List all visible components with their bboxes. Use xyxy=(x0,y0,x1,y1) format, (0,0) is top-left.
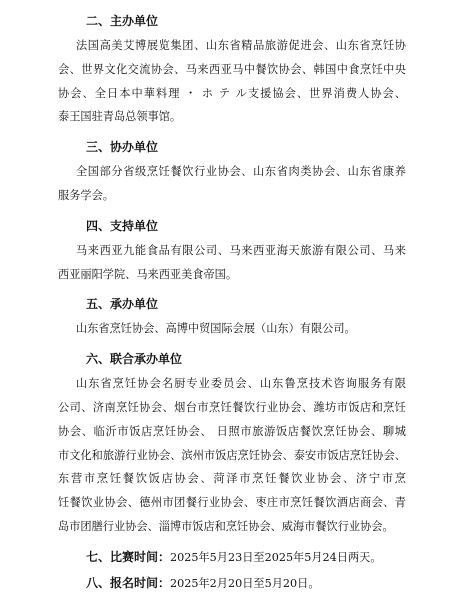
paragraph-line: 山东省烹饪协会名厨专业委员会、山东鲁烹技术咨询服务有限 xyxy=(76,377,406,391)
section-heading-undertaker: 五、承办单位 xyxy=(86,297,159,312)
paragraph-line: 山东省烹饪协会、高博中贸国际会展（山东）有限公司。 xyxy=(76,322,356,336)
paragraph-line: 岛市团膳行业协会、淄博市饭店和烹饪协会、威海市餐饮行业协会。 xyxy=(58,519,394,533)
paragraph-line: 公司、济南烹饪协会、烟台市烹饪餐饮行业协会、潍坊市饭店和烹饪 xyxy=(58,400,406,414)
undertaker-paragraph xyxy=(58,317,406,341)
registration-time-value: 2025年2月20日至5月20日。 xyxy=(170,576,320,590)
paragraph-line: 服务学会。 xyxy=(58,188,114,202)
co-organizer-paragraph xyxy=(58,160,406,208)
paragraph-line: 马来西亚九能食品有限公司、马来西亚海天旅游有限公司、马来 xyxy=(76,243,406,257)
registration-time-row xyxy=(58,570,406,596)
paragraph-line: 市文化和旅游行业协会、滨州市饭店烹饪协会、泰安市饭店烹饪协会、 xyxy=(58,448,406,462)
paragraph-line: 协会、临沂市饭店烹饪协会、 日照市旅游饭店餐饮烹饪协会、聊城 xyxy=(58,424,406,438)
paragraph-line: 东营市烹饪餐饮饭店协会、菏泽市烹饪餐饮业协会、济宁市烹 xyxy=(58,472,406,486)
organizer-paragraph xyxy=(58,34,406,129)
competition-time-label: 七、比赛时间： xyxy=(86,549,171,564)
section-heading-joint-undertaker: 六、联合承办单位 xyxy=(86,352,183,367)
paragraph-line: 饪餐饮业协会、德州市团餐行业协会、枣庄市烹饪餐饮酒店商会、青 xyxy=(58,496,406,510)
registration-time-label: 八、报名时间： xyxy=(86,575,171,590)
paragraph-line: 法国高美艾博展览集团、山东省精品旅游促进会、山东省烹饪协 xyxy=(76,39,406,52)
joint-undertaker-paragraph xyxy=(58,372,406,539)
paragraph-line: 会、世界文化交流协会、马来西亚马中餐饮协会、韩国中食烹饪中央 xyxy=(58,62,406,76)
section-heading-supporter: 四、支持单位 xyxy=(86,218,159,233)
paragraph-line: 协会、全日本中華料理 ・ ホ テ ル支援協会、世界消费人协会、 xyxy=(58,86,406,100)
paragraph-line: 西亚丽阳学院、马来西亚美食帝国。 xyxy=(58,267,238,281)
competition-time-value: 2025年5月23日至2025年5月24日两天。 xyxy=(170,550,382,564)
paragraph-line: 泰王国驻青岛总领事馆。 xyxy=(58,110,182,124)
document-body xyxy=(58,8,406,596)
competition-time-row xyxy=(58,544,406,570)
section-heading-organizer: 二、主办单位 xyxy=(86,14,159,28)
paragraph-line: 全国部分省级烹饪餐饮行业协会、山东省肉类协会、山东省康养 xyxy=(76,165,406,179)
supporter-paragraph xyxy=(58,239,406,287)
section-heading-co-organizer: 三、协办单位 xyxy=(86,140,159,155)
